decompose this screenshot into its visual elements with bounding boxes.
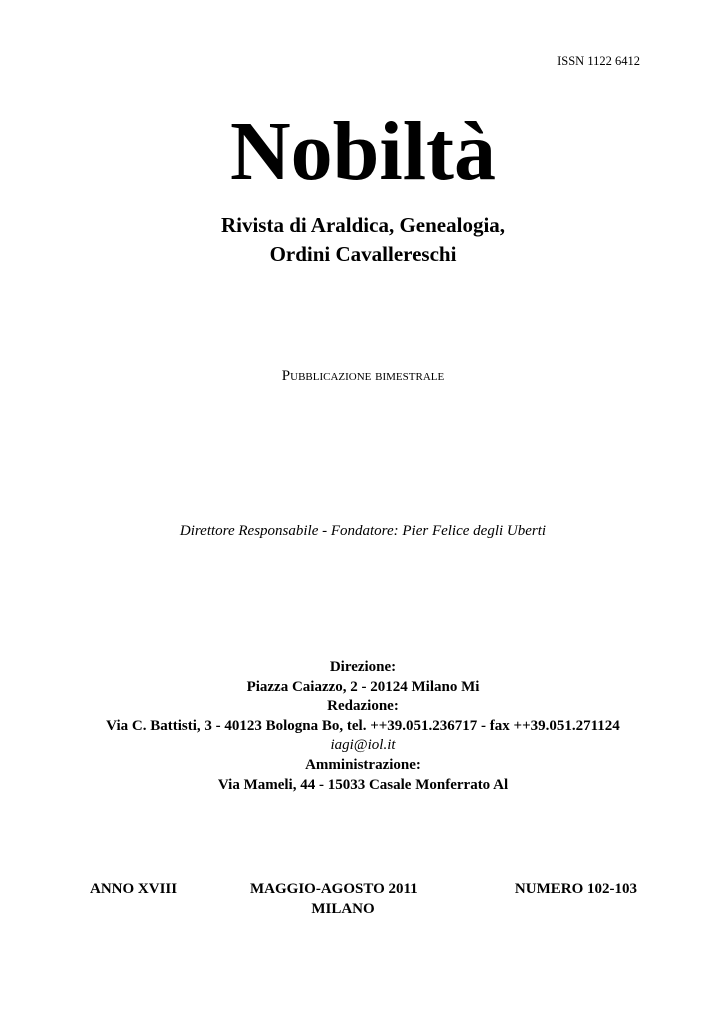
journal-subtitle-line1: Rivista di Araldica, Genealogia, [220, 213, 506, 237]
amministrazione-address: Via Mameli, 44 - 15033 Casale Monferrato Al [217, 776, 509, 793]
direzione-address: Piazza Caiazzo, 2 - 20124 Milano Mi [246, 678, 480, 695]
issn-number: ISSN 1122 6412 [557, 54, 640, 68]
direzione-label: Direzione: [329, 659, 397, 675]
journal-subtitle-line2: Ordini Cavallereschi [269, 242, 457, 266]
publication-frequency: Pubblicazione bimestrale [281, 368, 445, 384]
issue-number: NUMERO 102-103 [514, 881, 637, 897]
redazione-label: Redazione: [327, 698, 399, 715]
amministrazione-label: Amministrazione: [305, 756, 421, 773]
publication-city: MILANO [311, 901, 375, 917]
director-credit: Direttore Responsabile - Fondatore: Pier Felice degli Uberti [179, 523, 547, 539]
issue-year: ANNO XVIII [90, 881, 178, 897]
journal-title: Nobiltà [229, 105, 497, 198]
issue-period: MAGGIO-AGOSTO 2011 [250, 881, 418, 897]
email-address: iagi@iol.it [330, 737, 396, 754]
contact-block [0, 658, 726, 795]
redazione-address: Via C. Battisti, 3 - 40123 Bologna Bo, tel. ++39.051.236717 - fax ++39.051.271124 [106, 717, 620, 734]
